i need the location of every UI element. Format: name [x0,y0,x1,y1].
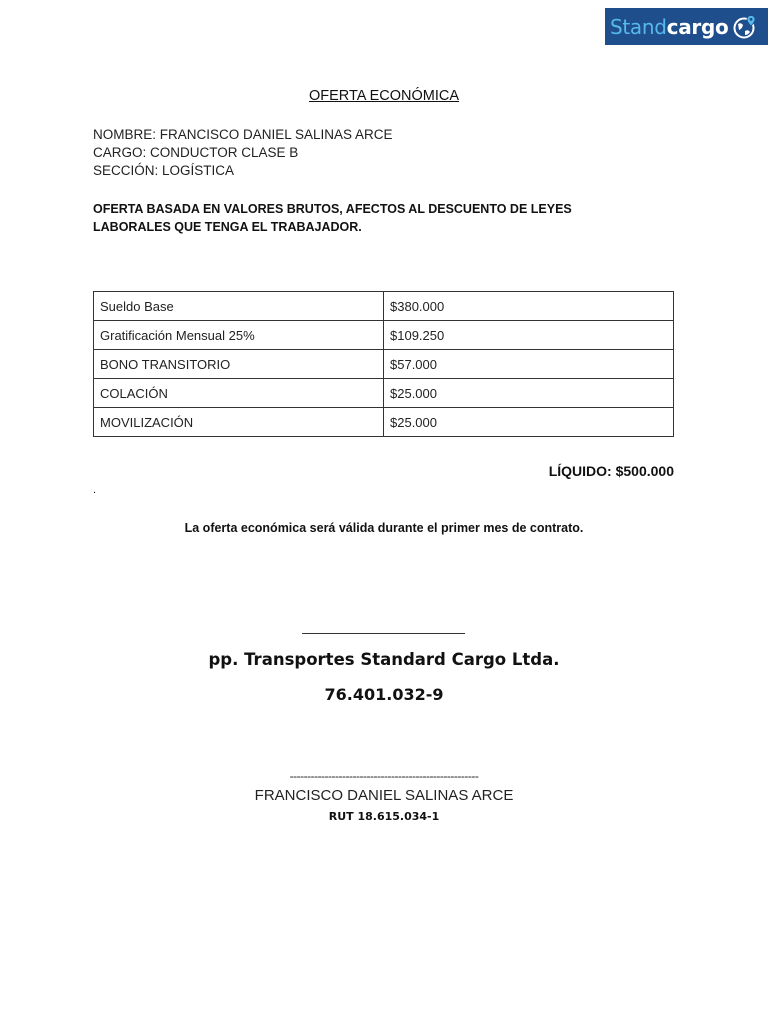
row-label: BONO TRANSITORIO [94,350,384,379]
standcargo-logo [605,8,768,45]
row-value: $109.250 [384,321,674,350]
globe-pin-icon [732,14,758,40]
row-label: MOVILIZACIÓN [94,408,384,437]
row-label: Sueldo Base [94,292,384,321]
validity-note: La oferta económica será válida durante el primer mes de contrato. [184,521,584,535]
employee-position-line: CARGO: CONDUCTOR CLASE B [93,145,299,160]
employee-section-line: SECCIÓN: LOGÍSTICA [93,163,235,178]
table-row [94,408,674,437]
row-value: $57.000 [384,350,674,379]
worker-name: FRANCISCO DANIEL SALINAS ARCE [254,787,514,804]
company-name: pp. Transportes Standard Cargo Ltda. [208,650,560,669]
company-signature-line [302,633,465,634]
worker-rut: RUT 18.615.034-1 [328,810,440,823]
salary-table [93,291,674,437]
company-rut: 76.401.032-9 [324,685,444,704]
table-row [94,379,674,408]
logo-text-cargo: cargo [666,14,729,39]
document-title: OFERTA ECONÓMICA [308,88,460,104]
notice-line-2: LABORALES QUE TENGA EL TRABAJADOR. [93,220,362,234]
row-value: $25.000 [384,408,674,437]
notice-line-1: OFERTA BASADA EN VALORES BRUTOS, AFECTOS AL DESCUENTO DE LEYES [93,202,572,216]
table-row [94,292,674,321]
stray-dot: . [93,484,97,496]
gross-values-notice [93,200,693,236]
employee-name-line: NOMBRE: FRANCISCO DANIEL SALINAS ARCE [93,127,393,142]
table-row [94,350,674,379]
logo-text-stand: Stand [610,14,667,39]
row-value: $380.000 [384,292,674,321]
row-value: $25.000 [384,379,674,408]
table-row [94,321,674,350]
row-label: COLACIÓN [94,379,384,408]
row-label: Gratificación Mensual 25% [94,321,384,350]
net-total: LÍQUIDO: $500.000 [548,463,674,479]
worker-signature-line: ------------------------------------------------------ [289,769,479,783]
